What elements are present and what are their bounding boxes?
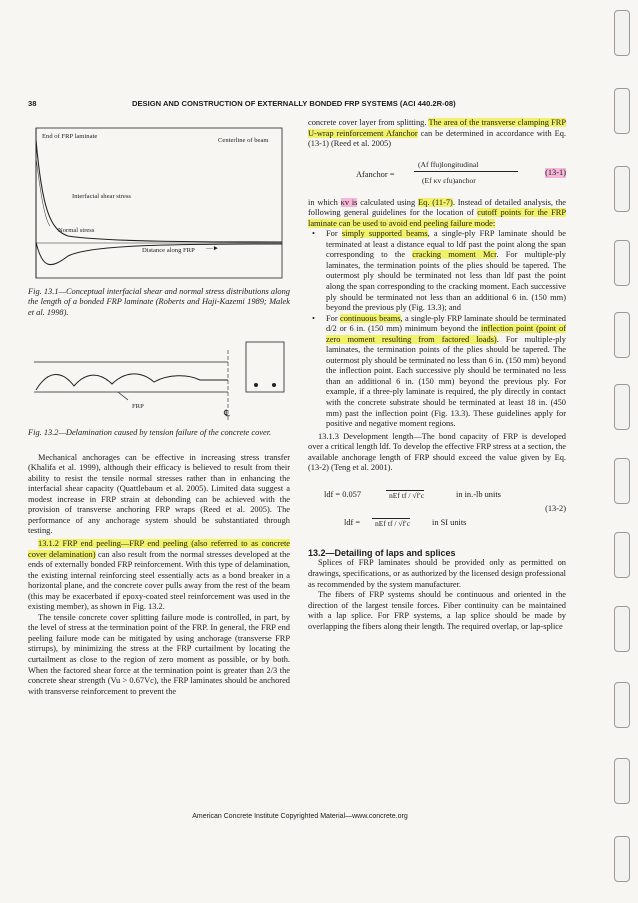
binder-ring [614,758,630,804]
binder-ring [614,458,630,504]
binder-ring [614,10,630,56]
right-paragraph-2: in which κv is calculated using Eq. (11-7). Instead of detailed analysis, the following general guidelines for the location of cutoff points for the FRP laminate can be used to avoid end peeling failure mode: [308,197,567,228]
right-column [308,118,566,632]
right-paragraph-3: 13.1.3 Development length—The bond capacity of FRP is developed over a critical length ldf. To develop the effective FRP stress at a section, the available anchorage length of FRP should exceed the value given by Eq. (13-2) (Teng et al. 2001). [308,431,566,473]
guideline-bullet-1: • For simply supported beams, a single-ply FRP laminate should be terminated at least a distance equal to ldf past the point along the span corresponding to the cracking moment Mcr. For multiple-ply laminates, the termination points of the plies should be tapered. The outermost ply should be terminated not less than ldf past the point along the span corresponding to the cracking moment. Each successive ply should be terminated not less than an additional 6 in. (150 mm) beyond the previous ply (Fig. 13.3); and [312,229,566,313]
binder-ring [614,606,630,652]
binder-ring [614,532,630,578]
figure-13-2-caption: Fig. 13.2—Delamination caused by tension failure of the concrete cover. [28,428,272,438]
right-paragraph-1: concrete cover layer from splitting. The area of the transverse clamping FRP U-wrap reinforcement Afanchor can be determined in accordance with Eq. (13-1) (Reed et al. 2005) [308,118,566,149]
left-column [28,118,290,697]
figure-13-2-diagram [28,330,290,422]
binder-ring [614,88,630,134]
binder-ring [614,836,630,882]
section-heading: 13.2—Detailing of laps and splices [308,547,456,558]
bullet-icon: • [312,229,315,239]
left-paragraph-2: 13.1.2 FRP end peeling—FRP end peeling (also referred to as concrete cover delamination) can also result from the normal stresses developed at the ends of externally bonded FRP reinforcement. With this type of delamination, the existing internal reinforcing steel essentially acts as a bond breaker in a horizontal plane, and the concrete cover pulls away from the rest of the beam (this may be exacerbated if epoxy-coated steel reinforcement was used in the existing member), as shown in Fig. 13.2. [28,539,290,612]
guideline-bullet-2: • For continuous beams, a single-ply FRP laminate should be terminated d/2 or 6 in. (150 mm) minimum beyond the inflection point (point of zero moment resulting from factored loads). For multiple-ply laminates, the termination points of the plies should be tapered. The outermost ply should be terminated no less than 6 in. (150 mm) beyond the inflection point. Each successive ply should be terminated no less than an additional 6 in. (150 mm) beyond the previous ply. For example, if a three-ply laminate is required, the ply directly in contact with the concrete substrate should be terminated at least 18 in. (450 mm) past the inflection point (Fig. 13.3). These guidelines apply for positive and negative moment regions. [312,313,566,429]
bullet-icon: • [312,313,315,323]
binder-rings [608,0,636,903]
highlight: cutoff points for the FRP laminate can be used to avoid end peeling failure mode: [308,208,566,228]
equation-13-2: ldf = 0.057 nEf tf / √f′c in in.-lb units (13-2) ldf = nEf tf / √f′c in SI units [324,489,566,528]
binder-ring [614,384,630,430]
highlight: The area of the transverse clamping FRP U-wrap reinforcement Afanchor [308,118,566,138]
right-paragraph-5: The fibers of FRP systems should be continuous and oriented in the direction of the largest tensile forces. Fiber continuity can be maintained with a lap splice. For FRP systems, a lap splice should be made by overlapping the fibers along their length. The required overlap, or lap-splice [308,590,566,631]
binder-ring [614,682,630,728]
fig-label-normal: Normal stress [58,227,95,234]
fig-label-frp: FRP [132,403,144,411]
binder-ring [614,166,630,212]
arrow-right-icon: —► [206,245,220,252]
running-title: DESIGN AND CONSTRUCTION OF EXTERNALLY BONDED FRP SYSTEMS (ACI 440.2R-08) [132,99,456,108]
fig-label-end: End of FRP laminate [42,133,98,140]
fig-label-dist: Distance along FRP [142,247,195,254]
page-footer: American Concrete Institute Copyrighted Material—www.concrete.org [192,813,408,820]
left-paragraph-3: The tensile concrete cover splitting failure mode is controlled, in part, by the level of stress at the termination point of the FRP. In general, the FRP end peeling failure mode can be mitigated by using anchorage (transverse FRP stirrups), by minimizing the stress at the FRP curtailment by locating the curtailment as close to the region of zero moment as possible, or by both. When the factored shear force at the termination point is greater than 2/3 the concrete shear strength (Vu > 0.67Vc), the FRP laminates should be anchored with transverse reinforcement to prevent the [28,612,290,696]
binder-ring [614,312,630,358]
figure-13-2 [28,330,290,422]
left-paragraph-1: Mechanical anchorages can be effective in increasing stress transfer (Khalifa et al. 1999), although their efficacy is believed to result from their ability to resist the tensile normal stresses rather than in enhancing the interfacial shear capacity (Quattlebaum et al. 2005). Limited data suggest a modest increase in FRP strain at debonding can be achieved with the provision of transverse anchoring FRP wraps (Reed et al. 2005). The performance of any anchorage system should be substantiated through testing. [28,452,290,536]
equation-number: (13-2) [545,503,566,513]
equation-13-1: Afanchor = (Af ffu)longitudinal (Ef κv εfu)anchor (13-1) [356,159,566,185]
right-paragraph-4: Splices of FRP laminates should be provided only as permitted on drawings, specifications, or as authorized by the licensed design professional as recommended by the system manufacturer. [308,558,566,589]
centerline-icon: ℄ [224,408,230,419]
figure-13-1 [28,118,290,283]
fig-label-shear: Interfacial shear stress [72,193,131,200]
figure-13-1-caption: Fig. 13.1—Conceptual interfacial shear and normal stress distributions along the length of a bonded FRP laminate (Roberts and Haji-Kazemi 1989; Malek et al. 1998). [28,287,290,317]
equation-number: (13-1) [545,167,566,177]
fig-label-center: Centerline of beam [218,137,269,144]
page-number: 38 [28,99,37,108]
binder-ring [614,240,630,286]
highlight: 13.1.2 FRP end peeling—FRP end peeling (also referred to as concrete cover delamination) [28,539,290,559]
